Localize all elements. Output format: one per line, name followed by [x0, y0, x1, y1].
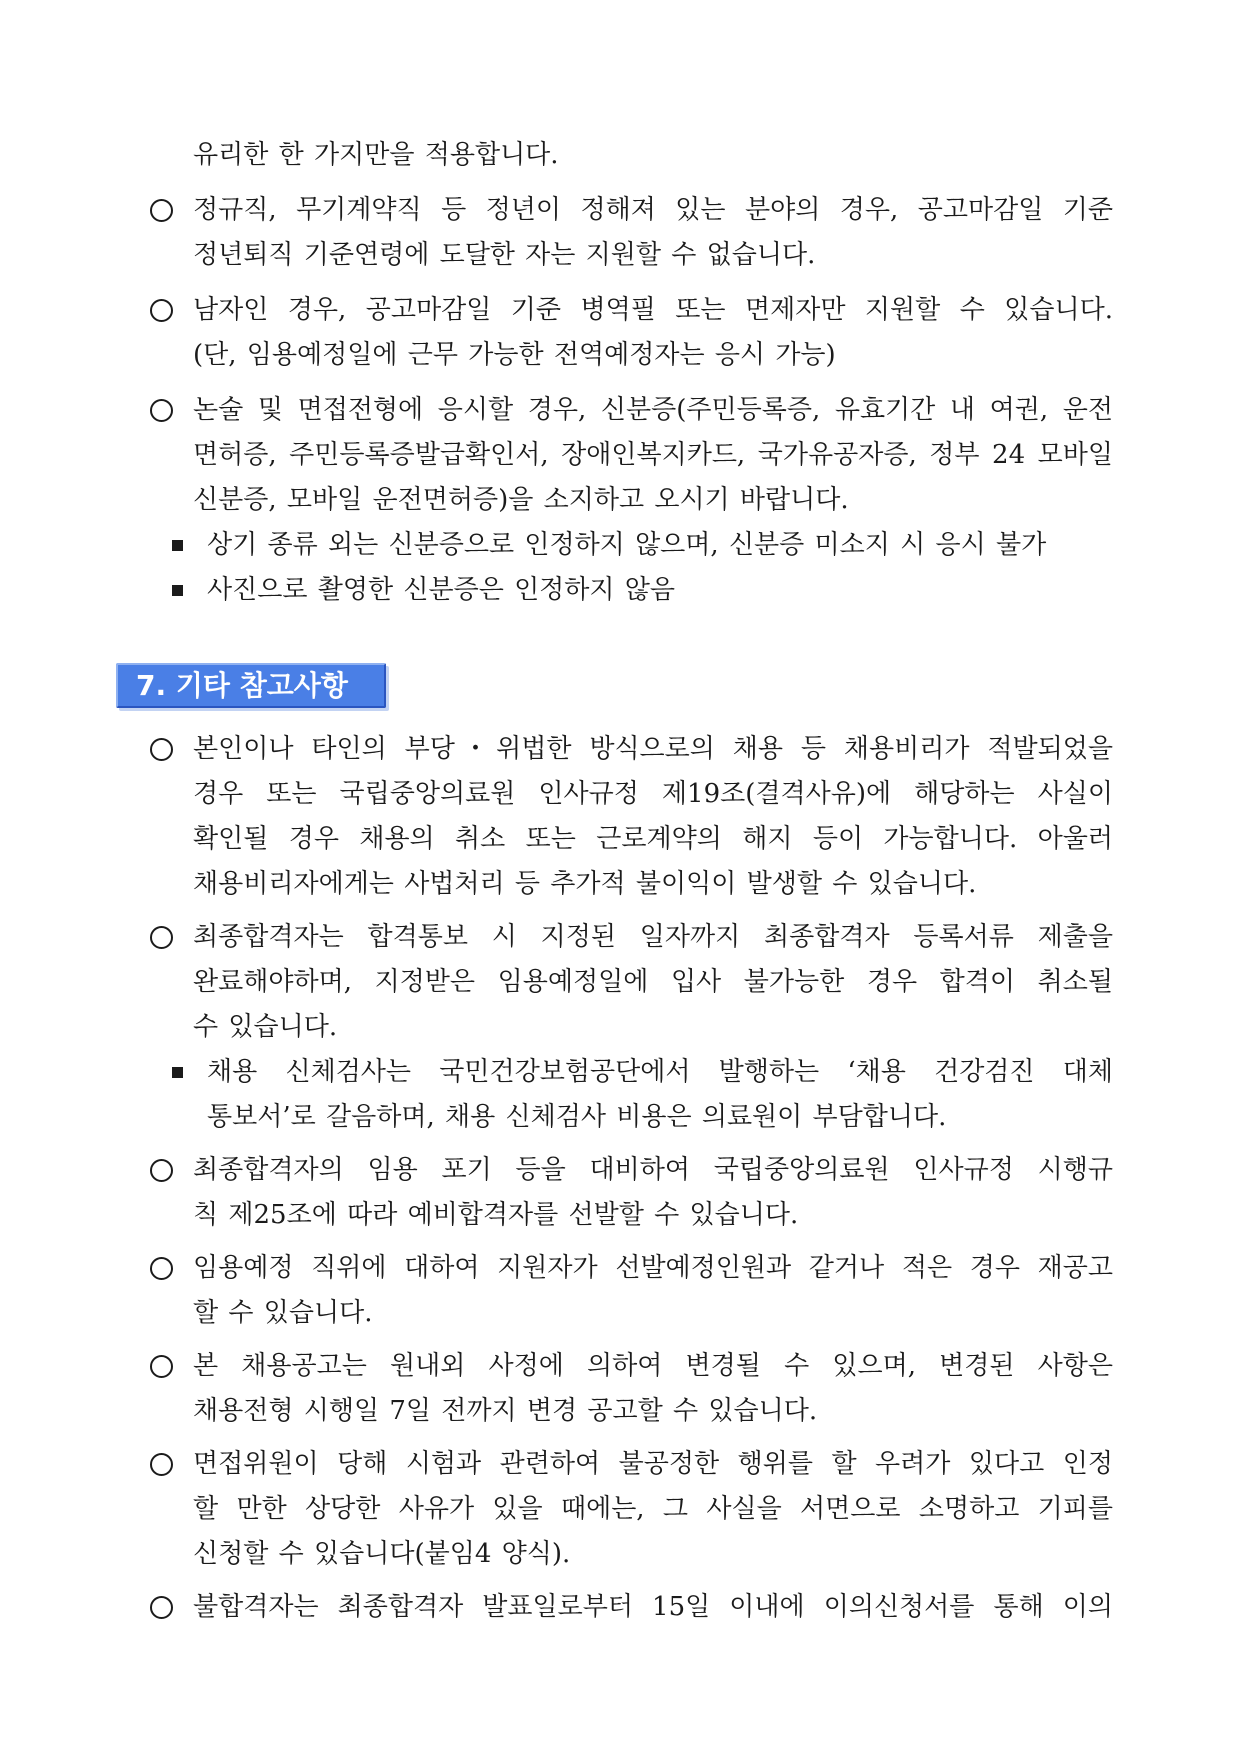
circle-bullet-item	[193, 1585, 1113, 1630]
circle-bullet-item	[193, 915, 1113, 1050]
item-line: 완료해야하며, 지정받은 임용예정일에 입사 불가능한 경우 합격이 취소될	[193, 967, 1113, 997]
circle-bullet-icon	[150, 1257, 173, 1280]
item-line: 면접위원이 당해 시험과 관련하여 불공정한 행위를 할 우려가 있다고 인정	[193, 1449, 1113, 1479]
item-line: 정규직, 무기계약직 등 정년이 정해져 있는 분야의 경우, 공고마감일 기준	[193, 195, 1113, 225]
item-line: 할 만한 상당한 사유가 있을 때에는, 그 사실을 서면으로 소명하고 기피를	[193, 1494, 1113, 1524]
square-bullet-icon	[172, 540, 183, 551]
item-line: 정년퇴직 기준연령에 도달한 자는 지원할 수 없습니다.	[193, 240, 816, 270]
circle-bullet-icon	[150, 1453, 173, 1476]
circle-bullet-item	[193, 288, 1113, 378]
item-line: 상기 종류 외는 신분증으로 인정하지 않으며, 신분증 미소지 시 응시 불가	[207, 530, 1047, 560]
item-line: 사진으로 촬영한 신분증은 인정하지 않음	[207, 575, 676, 605]
circle-bullet-icon	[150, 1596, 173, 1619]
item-line: 논술 및 면접전형에 응시할 경우, 신분증(주민등록증, 유효기간 내 여권, 운전	[193, 395, 1113, 425]
item-line: 본인이나 타인의 부당・위법한 방식으로의 채용 등 채용비리가 적발되었을	[193, 734, 1113, 764]
document-body	[136, 133, 1113, 1630]
circle-bullet-item	[193, 727, 1113, 907]
circle-bullet-item	[193, 388, 1113, 523]
item-line: 확인될 경우 채용의 취소 또는 근로계약의 해지 등이 가능합니다. 아울러	[193, 824, 1113, 854]
section-heading	[116, 663, 386, 708]
item-line: 경우 또는 국립중앙의료원 인사규정 제19조(결격사유)에 해당하는 사실이	[193, 779, 1113, 809]
circle-bullet-item	[193, 1246, 1113, 1336]
item-line: 채용 신체검사는 국민건강보험공단에서 발행하는 ‘채용 건강검진 대체	[207, 1057, 1113, 1087]
circle-bullet-icon	[150, 299, 173, 322]
square-bullet-item	[193, 1050, 1113, 1140]
item-line: 채용전형 시행일 7일 전까지 변경 공고할 수 있습니다.	[193, 1396, 818, 1426]
item-line: 본 채용공고는 원내외 사정에 의하여 변경될 수 있으며, 변경된 사항은	[193, 1351, 1113, 1381]
circle-bullet-icon	[150, 1159, 173, 1182]
item-line: 할 수 있습니다.	[193, 1298, 373, 1328]
circle-bullet-item	[193, 188, 1113, 278]
item-line: 면허증, 주민등록증발급확인서, 장애인복지카드, 국가유공자증, 정부 24 모바일	[193, 440, 1113, 470]
item-line: 최종합격자의 임용 포기 등을 대비하여 국립중앙의료원 인사규정 시행규	[193, 1155, 1113, 1185]
circle-bullet-item	[193, 1442, 1113, 1577]
section-heading-title: 7. 기타 참고사항	[136, 669, 348, 702]
circle-bullet-icon	[150, 1355, 173, 1378]
item-line: 임용예정 직위에 대하여 지원자가 선발예정인원과 같거나 적은 경우 재공고	[193, 1253, 1113, 1283]
item-line: 채용비리자에게는 사법처리 등 추가적 불이익이 발생할 수 있습니다.	[193, 869, 977, 899]
circle-bullet-item	[193, 1344, 1113, 1434]
item-line: 남자인 경우, 공고마감일 기준 병역필 또는 면제자만 지원할 수 있습니다.	[193, 295, 1113, 325]
paragraph-continuation-line: 유리한 한 가지만을 적용합니다.	[193, 140, 559, 170]
circle-bullet-icon	[150, 199, 173, 222]
item-line: 수 있습니다.	[193, 1012, 338, 1042]
item-line: (단, 임용예정일에 근무 가능한 전역예정자는 응시 가능)	[193, 340, 836, 370]
square-bullet-item	[193, 523, 1113, 568]
square-bullet-icon	[172, 585, 183, 596]
item-line: 최종합격자는 합격통보 시 지정된 일자까지 최종합격자 등록서류 제출을	[193, 922, 1113, 952]
item-line: 신분증, 모바일 운전면허증)을 소지하고 오시기 바랍니다.	[193, 485, 849, 515]
circle-bullet-item	[193, 1148, 1113, 1238]
circle-bullet-icon	[150, 738, 173, 761]
square-bullet-item	[193, 568, 1113, 613]
item-line: 불합격자는 최종합격자 발표일로부터 15일 이내에 이의신청서를 통해 이의	[193, 1592, 1113, 1622]
circle-bullet-icon	[150, 926, 173, 949]
circle-bullet-icon	[150, 399, 173, 422]
square-bullet-icon	[172, 1067, 183, 1078]
item-line: 신청할 수 있습니다(붙임4 양식).	[193, 1539, 571, 1569]
item-line: 통보서’로 갈음하며, 채용 신체검사 비용은 의료원이 부담합니다.	[207, 1102, 947, 1132]
item-line: 칙 제25조에 따라 예비합격자를 선발할 수 있습니다.	[193, 1200, 799, 1230]
